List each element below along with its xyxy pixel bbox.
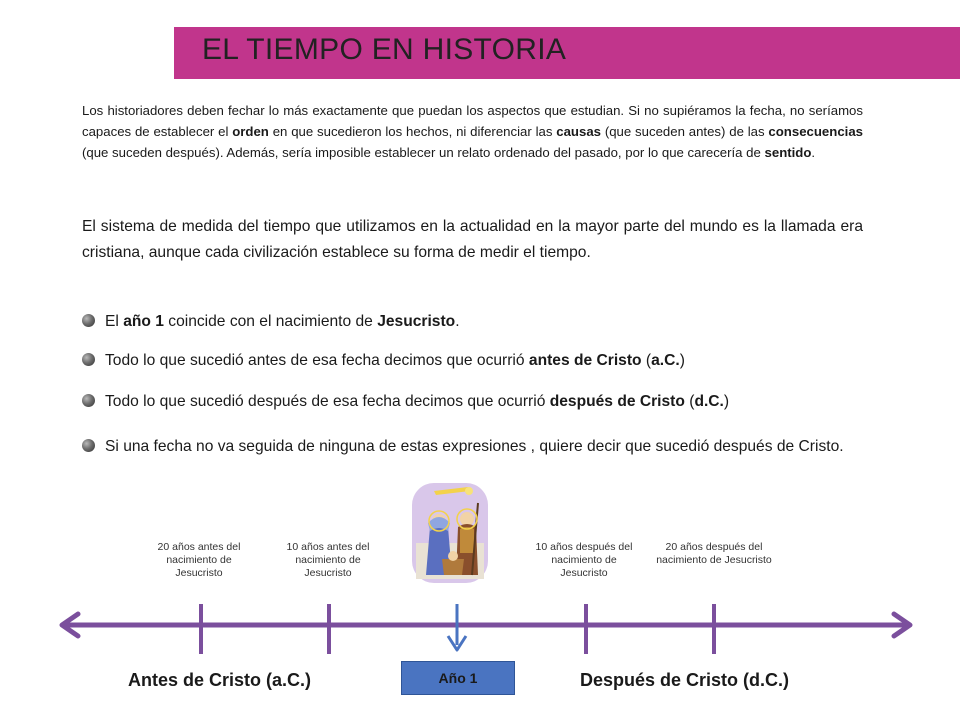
intro-text-5: .: [811, 145, 816, 160]
before-christ-label: Antes de Cristo (a.C.): [128, 670, 312, 690]
bullet-text: .: [455, 313, 460, 330]
after-christ-label: Después de Cristo (d.C.): [580, 670, 790, 690]
bullet-bold: año 1: [123, 313, 164, 330]
era-paragraph: El sistema de medida del tiempo que utilizamos en la actualidad en la mayor parte del mundo es la llamada era cristiana, aunque cada civilización establece su forma de medir el tiempo.: [82, 218, 863, 261]
bullet-bold: después de Cristo: [549, 393, 685, 410]
page-title: EL TIEMPO EN HISTORIA: [202, 33, 567, 66]
intro-bold-sentido: sentido: [764, 145, 812, 160]
label-10-years-before: 10 años antes del nacimiento de Jesucristo: [286, 541, 370, 579]
intro-text-1: Los historiadores deben fechar lo más exactamente que puedan los aspectos que estudian. Si no supiéramos la fecha, no seríamos capaces de establecer el: [82, 103, 863, 139]
bullet-text: (: [684, 393, 695, 410]
bullet-bold: a.C.: [651, 352, 680, 369]
bullet-text: ): [679, 352, 685, 369]
bullet-text: Todo lo que sucedió después de esa fecha decimos que ocurrió: [105, 393, 550, 410]
label-10-years-after: 10 años después del nacimiento de Jesucristo: [535, 541, 633, 579]
bullet-bold: Jesucristo: [377, 313, 456, 330]
label-20-years-after: 20 años después del nacimiento de Jesucristo: [656, 541, 772, 566]
bullet-bold: d.C.: [694, 393, 724, 410]
bullet-text: Todo lo que sucedió antes de esa fecha decimos que ocurrió: [105, 352, 529, 369]
bullet-text: Si una fecha no va seguida de ninguna de estas expresiones , quiere decir que sucedió después de Cristo.: [105, 438, 844, 455]
intro-text-2: en que sucedieron los hechos, ni diferenciar las: [268, 124, 557, 139]
year-one-label: Año 1: [438, 670, 478, 686]
intro-text-4: (que suceden después). Además, sería imposible establecer un relato ordenado del pasado, por lo que carecería de: [82, 145, 765, 160]
label-20-years-before: 20 años antes del nacimiento de Jesucristo: [157, 541, 241, 579]
intro-bold-consecuencias: consecuencias: [768, 124, 863, 139]
intro-text-3: (que suceden antes) de las: [601, 124, 769, 139]
bullet-text: ): [723, 393, 730, 410]
bullet-text: (: [641, 352, 652, 369]
year-one-box: [401, 661, 515, 695]
bullet-text: coincide con el nacimiento de: [163, 313, 378, 330]
bullet-text: El: [105, 313, 124, 330]
intro-bold-orden: orden: [232, 124, 269, 139]
bullet-bold: antes de Cristo: [528, 352, 642, 369]
intro-bold-causas: causas: [556, 124, 601, 139]
